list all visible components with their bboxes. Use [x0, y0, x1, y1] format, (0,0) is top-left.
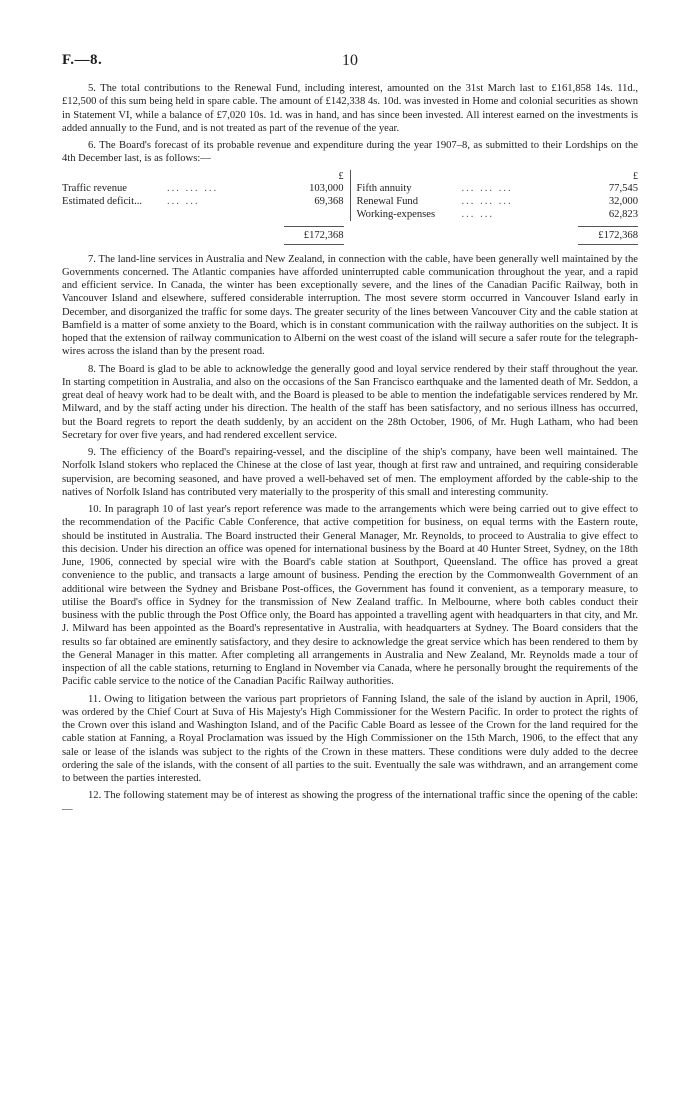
ledger-label: Estimated deficit...	[62, 195, 143, 207]
leader-dots: ... ... ...	[167, 182, 219, 194]
ledger-row	[62, 182, 344, 195]
ledger-total-expenditure: £172,368	[578, 226, 638, 245]
paragraph-11: 11. Owing to litigation between the various part proprietors of Fanning Island, the sale of the island by auction in April, 1906, was ordered by the Chief Court at Suva of His Majesty's High Commissioner for the Western Pacific. In order to protect the rights of the Crown over this island and Washington Island, and of the Pacific Cable Board as lessee of the Crown for the land required for the cable station at Fanning, a Royal Proclamation was issued by the High Commissioner on the 15th March, 1906, to the effect that any sale or lease of the islands was subject to the rights of the Crown in these matters. These conditions were duly added to the decree ordering the sale of the islands, with the consent of all parties to the suit. Eventually the sale was withdrawn, and an arrangement come to between the parties interested.	[62, 693, 638, 784]
leader-dots: ... ... ...	[461, 195, 513, 207]
ledger-row	[62, 195, 344, 208]
paragraph-10: 10. In paragraph 10 of last year's report reference was made to the arrangements which were being carried out to give effect to the recommendation of the Pacific Cable Conference, that active competition for business, on equal terms with the Eastern route, should be instituted in Australia. The Board instructed their General Manager, Mr. Reynolds, to proceed to Australia to give effect to this decision. Under his direction an office was opened for international business by the Board at 40 Hunter Street, Sydney, on the 18th June, 1906, connected by special wire with the Board's cable station at Southport, Queensland. The office has proved a great convenience to the public, and transacts a large amount of business. Pending the erection by the Commonwealth Government of an additional wire between the Sydney and Brisbane Post-offices, the Government has found it convenient, as a temporary measure, to utilise the Board's office in Sydney for the transmission of New Zealand traffic. In Melbourne, where both cables conduct their business with the public through the Post Office only, the Board has appointed a travelling agent with headquarters in that city, and Mr. J. Milward has been appointed as the Board's representative in Australia, with headquarters at Sydney. The Board considers that the results so far obtained are eminently satisfactory, and they desire to acknowledge the great service which has been rendered to them by the General Manager in this matter. After completing all arrangements in Australia and New Zealand, Mr. Reynolds made a tour of inspection of all the cable stations, returning to England in November via Canada, where he personally brought the requirements of the Pacific cable service to the notice of the Canadian Pacific Railway authorities.	[62, 504, 638, 688]
ledger-totals	[62, 226, 638, 245]
ledger-expenditure-side	[351, 170, 639, 221]
paragraph-5: 5. The total contributions to the Renewal Fund, including interest, amounted on the 31st March last to £161,858 14s. 11d., £12,500 of this sum being held in spare cable. The amount of £142,338 4s. 10d. was invested in Home and colonial securities as shown in Statement VI, while a balance of £7,020 10s. 1d. was in hand, and has since been invested. All interest earned on the investments is added annually to the Fund, and is not treated as part of the revenue of the year.	[62, 83, 638, 134]
ledger-row	[357, 195, 639, 208]
currency-symbol: £	[633, 170, 638, 182]
ledger-amount: 32,000	[608, 195, 638, 207]
forecast-ledger	[62, 170, 638, 245]
ledger-label: Working-expenses	[356, 208, 436, 220]
ledger-label: Traffic revenue	[62, 182, 128, 194]
document-code: F.—8.	[62, 52, 103, 68]
paragraph-7: 7. The land-line services in Australia and New Zealand, in connection with the cable, have been generally well maintained by the Governments concerned. The Atlantic companies have afforded uninterrupted cable communication throughout the year, and a rapid and efficient service. In Canada, the winter has been exceptionally severe, and the lines of the Canadian Pacific Railway, both in Vancouver Island and elsewhere, suffered considerable interruption. The most severe storm occurred in Vancouver Island early in December, and disorganized the traffic for some days. The greater security of the lines between Vancouver City and the cable station at Bamfield is a matter of some anxiety to the Board, which is in constant communication with the railway authorities on the subject. It is hoped that the extension of railway communication to Alberni on the west coast of the island will secure a safer route for the telegraph-wires across the island than by the present road.	[62, 253, 638, 358]
ledger-amount: 69,368	[314, 195, 344, 207]
leader-dots: ... ...	[167, 195, 200, 207]
leader-dots: ... ... ...	[461, 182, 513, 194]
ledger-amount: 62,823	[608, 208, 638, 220]
ledger-label: Fifth annuity	[356, 182, 412, 194]
ledger-row	[357, 182, 639, 195]
ledger-revenue-side	[62, 170, 351, 221]
paragraph-9: 9. The efficiency of the Board's repairing-vessel, and the discipline of the ship's company, have been well maintained. The Norfolk Island stokers who replaced the Chinese at the close of last year, though at first raw and untrained, and requiring considerable supervision, are becoming seasoned, and have proved a well-behaved set of men. The employment afforded by the cable-ship to the natives of Norfolk Island has contributed very materially to the prosperity of this small and interesting community.	[62, 447, 638, 498]
paragraph-6: 6. The Board's forecast of its probable revenue and expenditure during the year 1907–8, as submitted to their Lordships on the 4th December last, is as follows:—	[62, 140, 638, 165]
paragraph-12: 12. The following statement may be of interest as showing the progress of the international traffic since the opening of the cable:—	[62, 790, 638, 815]
paragraph-8: 8. The Board is glad to be able to acknowledge the generally good and loyal service rendered by their staff throughout the year. In starting competition in Australia, and also on the occasions of the San Francisco earthquake and the lamented death of Mr. Seddon, a great deal of heavy work had to be dealt with, and the Board is pleased to be able to mention the indefatigable services rendered by Mr. Milward, and by the staff acting under his direction. The health of the staff has been satisfactory, and no serious illness has occurred, but the Board regrets to report the death suddenly, by an accident on the 28th October, 1906, of Mr. Hugh Latham, who had been Secretary for over five years, and had rendered excellent service.	[62, 363, 638, 441]
ledger-amount: 103,000	[309, 182, 344, 194]
ledger-total-revenue: £172,368	[284, 226, 344, 245]
page-header	[62, 52, 638, 82]
ledger-amount: 77,545	[608, 182, 638, 194]
currency-symbol: £	[338, 170, 344, 182]
ledger-row	[357, 208, 639, 221]
leader-dots: ... ...	[461, 208, 495, 220]
ledger-label: Renewal Fund	[356, 195, 418, 207]
page-number: 10	[342, 52, 358, 69]
